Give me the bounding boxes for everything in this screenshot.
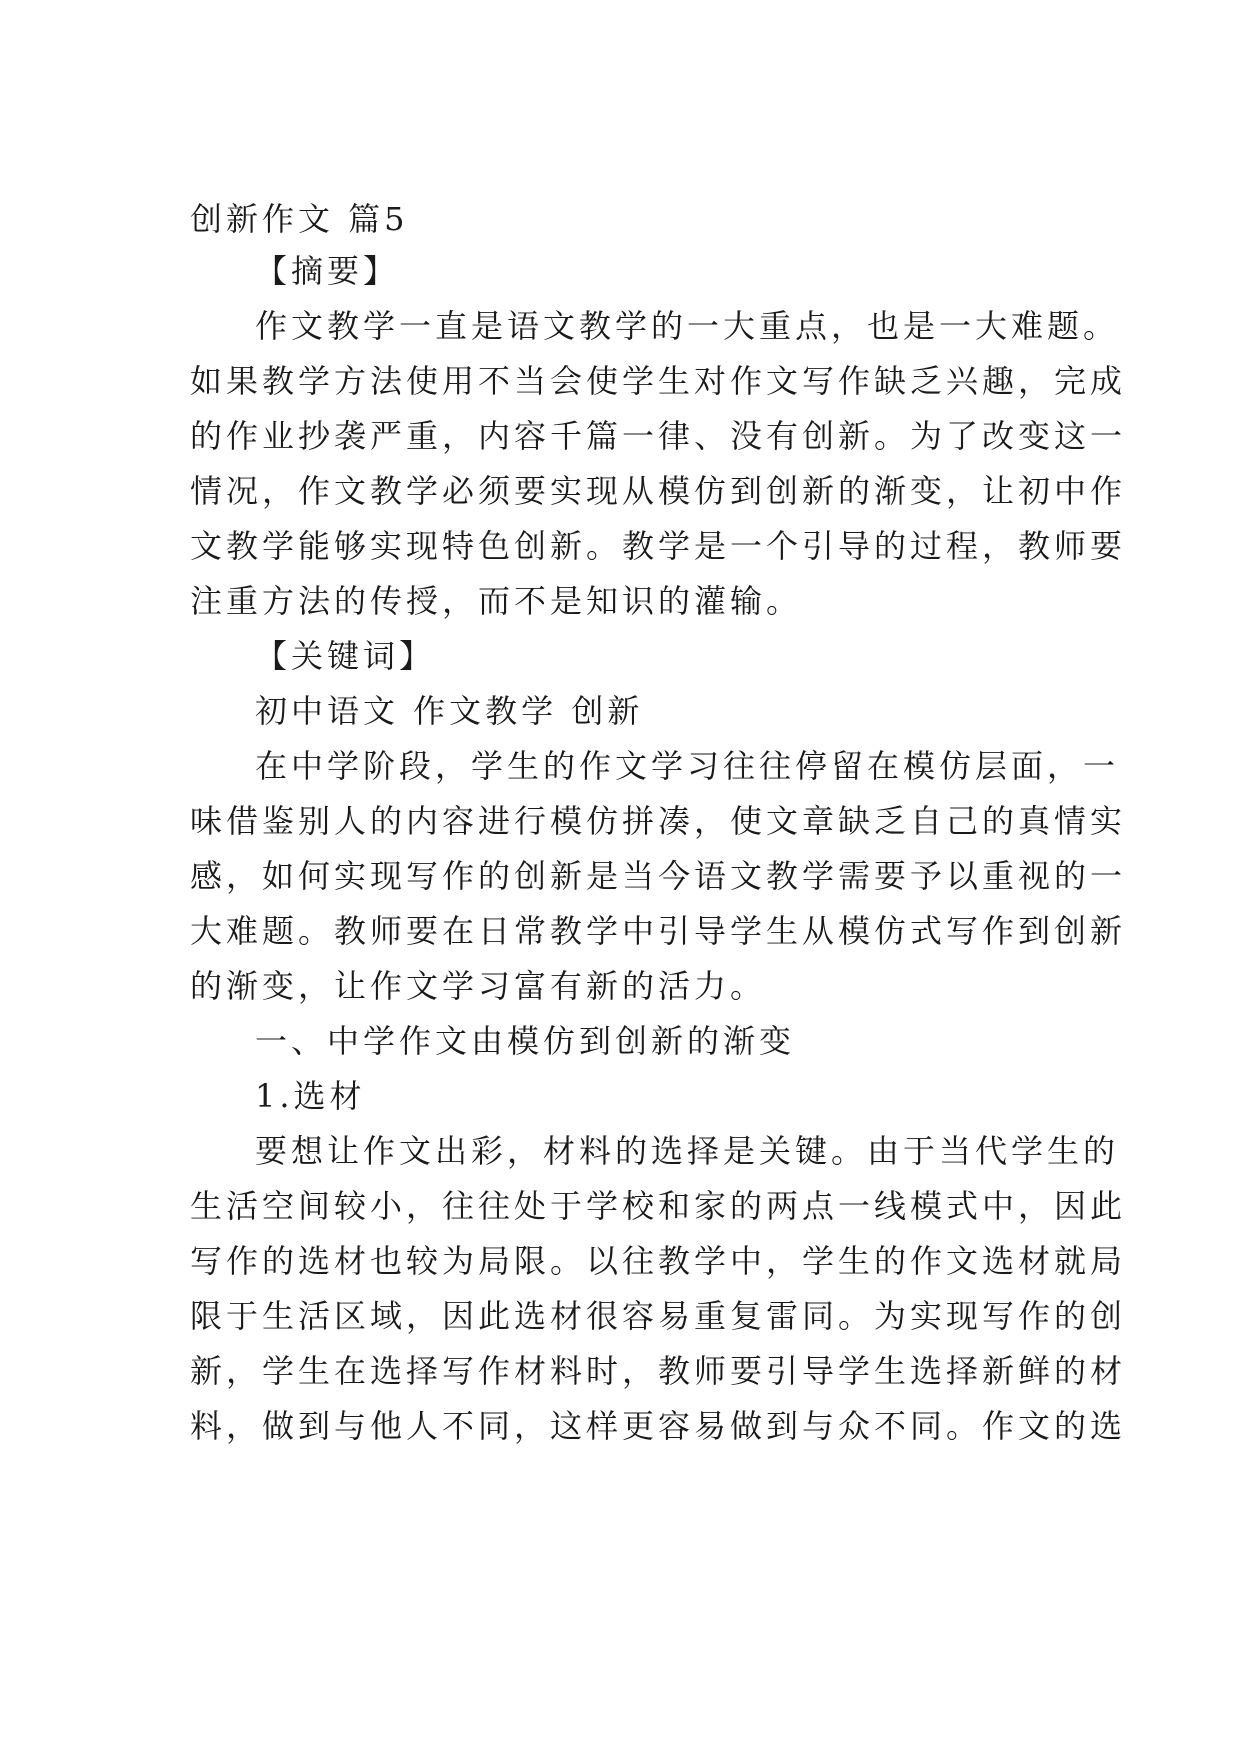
body-line: 要想让作文出彩，材料的选择是关键。由于当代学生的 [255, 1132, 1120, 1170]
body-line: 限于生活区域，因此选材很容易重复雷同。为实现写作的创 [190, 1297, 1127, 1335]
abstract-line: 的作业抄袭严重，内容千篇一律、没有创新。为了改变这一 [190, 417, 1127, 455]
abstract-heading: 【摘要】 [255, 252, 400, 290]
keywords-heading: 【关键词】 [255, 637, 436, 675]
subsection-heading: 1.选材 [255, 1077, 366, 1115]
body-line: 生活空间较小，往往处于学校和家的两点一线模式中，因此 [190, 1187, 1127, 1225]
intro-line: 在中学阶段，学生的作文学习往往停留在模仿层面，一 [255, 747, 1120, 785]
document-title: 创新作文 篇5 [190, 200, 409, 238]
section-heading: 一、中学作文由模仿到创新的渐变 [255, 1022, 796, 1060]
abstract-line: 注重方法的传授，而不是知识的灌输。 [190, 582, 803, 620]
abstract-line: 情况，作文教学必须要实现从模仿到创新的渐变，让初中作 [190, 472, 1127, 510]
abstract-line: 文教学能够实现特色创新。教学是一个引导的过程，教师要 [190, 527, 1127, 565]
abstract-line: 作文教学一直是语文教学的一大重点，也是一大难题。 [255, 307, 1120, 345]
intro-line: 大难题。教师要在日常教学中引导学生从模仿式写作到创新 [190, 912, 1127, 950]
intro-line: 的渐变，让作文学习富有新的活力。 [190, 967, 767, 1005]
keywords-list: 初中语文 作文教学 创新 [255, 692, 644, 730]
body-line: 新，学生在选择写作材料时，教师要引导学生选择新鲜的材 [190, 1352, 1127, 1390]
intro-line: 感，如何实现写作的创新是当今语文教学需要予以重视的一 [190, 857, 1127, 895]
body-line: 料，做到与他人不同，这样更容易做到与众不同。作文的选 [190, 1407, 1127, 1445]
body-line: 写作的选材也较为局限。以往教学中，学生的作文选材就局 [190, 1242, 1127, 1280]
intro-line: 味借鉴别人的内容进行模仿拼凑，使文章缺乏自己的真情实 [190, 802, 1127, 840]
abstract-line: 如果教学方法使用不当会使学生对作文写作缺乏兴趣，完成 [190, 362, 1127, 400]
